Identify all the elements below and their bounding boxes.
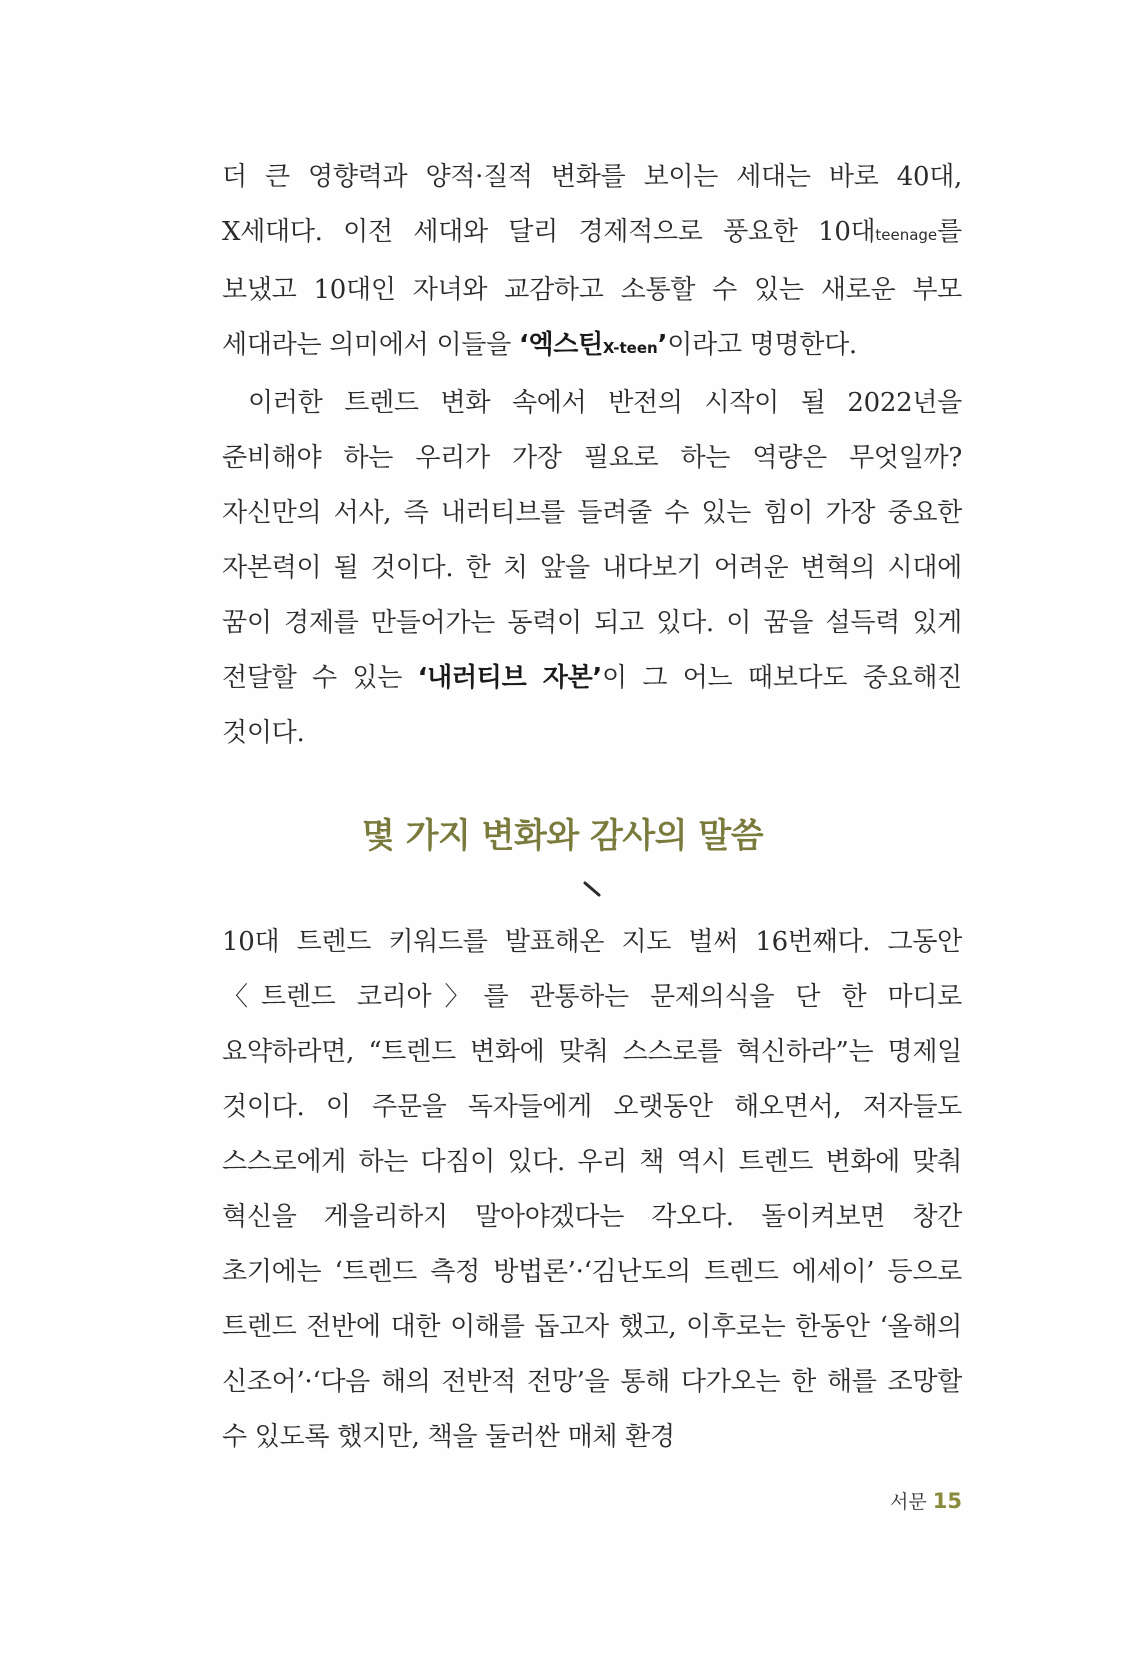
term-narrative-capital: ‘내러티브 자본’ (417, 663, 602, 693)
paragraph-narrative-capital: 이러한 트렌드 변화 속에서 반전의 시작이 될 2022년을 준비해야 하는 우리가 가장 필요로 하는 역량은 무엇일까? 자신만의 서사, 즉 내러티브를 들려줄 수 있는 힘이 가장 중요한 자본력이 될 것이다. 한 치 앞을 내다보기 어려운 변혁의 시대에 꿈이 경제를 만들어가는 동력이 되고 있다. 이 꿈을 설득력 있게 전달할 수 있는 ‘내러티브 자본’이 그 어느 때보다도 중요해진 것이다. (222, 388, 963, 748)
page-footer (890, 1487, 962, 1514)
section-title: 몇 가지 변화와 감사의 말씀 (361, 816, 764, 856)
body-text-top (222, 150, 962, 761)
term-x-teen: ‘엑스틴X-teen’ (518, 330, 668, 360)
gloss-x-teen: X-teen (602, 339, 658, 357)
paragraph-x-generation: 더 큰 영향력과 양적·질적 변화를 보이는 세대는 바로 40대, X세대다. 이전 세대와 달리 경제적으로 풍요한 10대teenage를 보냈고 10대인 자녀와 교감하고 소통할 수 있는 새로운 부모 세대라는 의미에서 이들을 ‘엑스틴X-teen’이라고 명명한다. (222, 162, 962, 360)
slash-ornament-icon (582, 880, 602, 898)
paragraph-trend-korea: 10대 트렌드 키워드를 발표해온 지도 벌써 16번째다. 그동안 〈트렌드 코리아〉를 관통하는 문제의식을 단 한 마디로 요약하라면, “트렌드 변화에 맞춰 스스로를 혁신하라”는 명제일 것이다. 이 주문을 독자들에게 오랫동안 해오면서, 저자들도 스스로에게 하는 다짐이 있다. 우리 책 역시 트렌드 변화에 맞춰 혁신을 게을리하지 말아야겠다는 각오다. 돌이켜보면 창간 초기에는 ‘트렌드 측정 방법론’·‘김난도의 트렌드 에세이’ 등으로 트렌드 전반에 대한 이해를 돕고자 했고, 이후로는 한동안 ‘올해의 신조어’·‘다음 해의 전반적 전망’을 통해 다가오는 한 해를 조망할 수 있도록 했지만, 책을 둘러싼 매체 환경 (222, 927, 962, 1452)
body-text-bottom (222, 915, 962, 1465)
footer-label: 서문 (890, 1491, 927, 1513)
gloss-teenage: teenage (875, 226, 938, 244)
page-number: 15 (932, 1489, 962, 1513)
